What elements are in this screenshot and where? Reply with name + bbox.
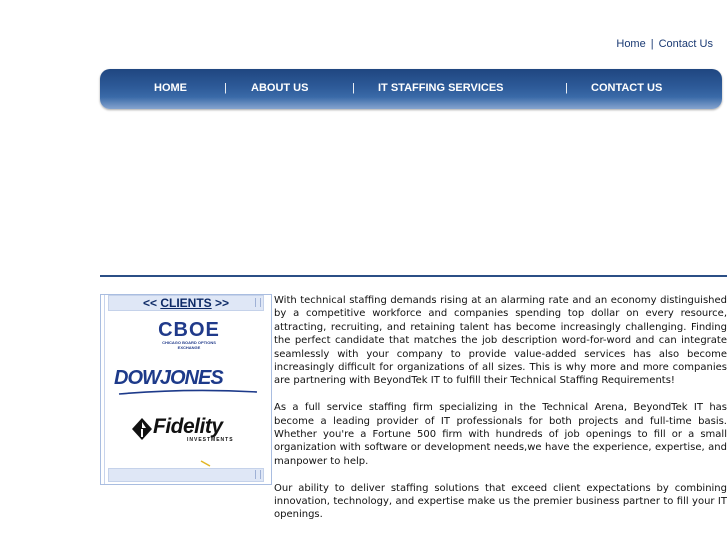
top-links-separator: |	[650, 38, 654, 50]
horizontal-rule	[100, 275, 727, 277]
yellow-mark-icon	[201, 461, 211, 467]
fidelity-logo-subtext: INVESTMENTS	[187, 437, 234, 443]
scroll-grip-icon	[255, 470, 261, 479]
fidelity-pyramid-icon	[131, 417, 153, 441]
content-paragraph: With technical staffing demands rising at an alarming rate and an economy distinguished by a competitive workforce and companies spending top dollar on every resource, attracting, recruiting, and retaining talent has become increasingly challenging. Finding the perfect candidate that matches the job description word-for-word and can integrate seamlessly with your company to provide value-added services has also become increasingly difficult for organizations of all sizes. This is why more and more companies are partnering with BeyondTek IT to fulfill their Technical Staffing Requirements!	[274, 295, 727, 387]
cboe-logo-subtext: CHICAGO BOARD OPTIONS EXCHANGE	[162, 340, 216, 350]
fidelity-logo-text: Fidelity	[153, 415, 223, 438]
clients-panel	[100, 294, 272, 485]
nav-separator: |	[565, 82, 568, 94]
clients-header	[108, 295, 264, 311]
dowjones-swoosh-icon	[119, 389, 257, 395]
main-content	[274, 294, 727, 535]
top-link-home[interactable]: Home	[616, 38, 646, 50]
clients-next-arrow[interactable]: >>	[215, 296, 230, 310]
nav-it-staffing-services[interactable]: IT STAFFING SERVICES	[378, 82, 504, 94]
scroll-grip-icon	[255, 298, 261, 307]
main-navbar	[100, 69, 722, 109]
clients-footer	[108, 468, 264, 482]
top-link-contact[interactable]: Contact Us	[658, 38, 713, 50]
cboe-logo	[151, 319, 227, 350]
clients-panel-border	[104, 295, 105, 484]
nav-about-us[interactable]: ABOUT US	[251, 82, 309, 94]
dowjones-logo: DOWJONES	[114, 367, 223, 389]
content-paragraph: Our ability to deliver staffing solutions that exceed client expectations by combining innovation, technology, and expertise make us the premier business partner to fill your IT openings.	[274, 482, 727, 521]
nav-home[interactable]: HOME	[154, 82, 187, 94]
cboe-logo-text: CBOE	[158, 319, 220, 341]
content-paragraph: As a full service staffing firm specializing in the Technical Arena, BeyondTek IT has become a leading provider of IT professionals for both projects and full-time basis. Whether you're a Fortune 500 firm with hundreds of job openings to fill or a small organization with software or development needs,we have the experience, expertise, and manpower to help.	[274, 402, 727, 467]
fidelity-logo	[131, 417, 246, 447]
top-links	[616, 38, 713, 50]
nav-separator: |	[224, 82, 227, 94]
clients-prev-arrow[interactable]: <<	[142, 296, 157, 310]
clients-title-link[interactable]: CLIENTS	[160, 296, 212, 310]
nav-contact-us[interactable]: CONTACT US	[591, 82, 663, 94]
nav-separator: |	[352, 82, 355, 94]
